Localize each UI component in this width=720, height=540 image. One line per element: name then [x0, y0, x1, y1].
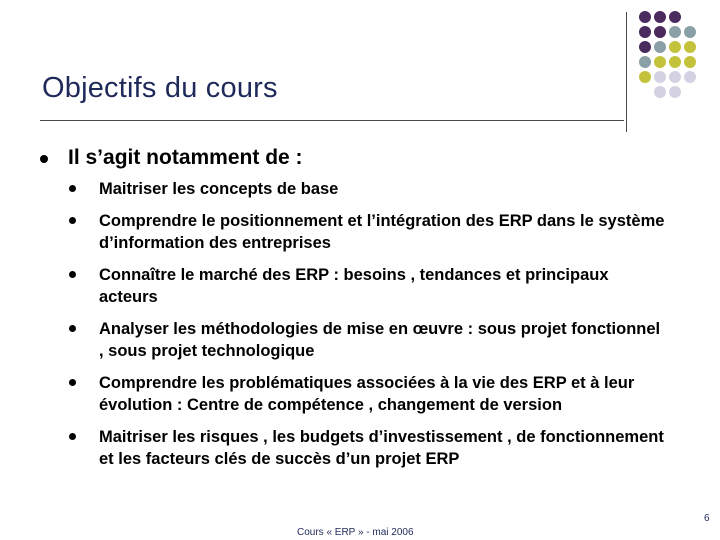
- decorative-dot: [654, 26, 666, 38]
- list-item: [69, 178, 669, 200]
- decorative-dot: [639, 41, 651, 53]
- decorative-dot: [654, 11, 666, 23]
- list-item-text: Comprendre le positionnement et l’intégration des ERP dans le système d’information des entreprises: [99, 212, 665, 252]
- list-item-text: Analyser les méthodologies de mise en œuvre : sous projet fonctionnel , sous projet technologique: [99, 320, 661, 360]
- vertical-divider: [626, 12, 627, 132]
- list-item-text: Maitriser les concepts de base: [99, 180, 339, 198]
- bullet-icon: [69, 185, 76, 192]
- decorative-dot: [669, 71, 681, 83]
- bullet-icon: [69, 433, 76, 440]
- decorative-dot: [669, 41, 681, 53]
- decorative-dot: [654, 86, 666, 98]
- decorative-dot: [684, 71, 696, 83]
- decorative-dot-grid: [639, 11, 697, 99]
- decorative-dot: [669, 56, 681, 68]
- decorative-dot: [669, 26, 681, 38]
- decorative-dot: [684, 86, 696, 98]
- list-item-text: Maitriser les risques , les budgets d’investissement , de fonctionnement et les facteurs clés de succès d’un projet ERP: [99, 428, 664, 468]
- list-item-text: Comprendre les problématiques associées à la vie des ERP et à leur évolution : Centre de compétence , changement de version: [99, 374, 635, 414]
- title-underline: [40, 120, 624, 121]
- bullet-icon: [69, 217, 76, 224]
- decorative-dot: [669, 86, 681, 98]
- list-item: [69, 372, 669, 416]
- decorative-dot: [684, 11, 696, 23]
- bullet-icon: [40, 155, 48, 163]
- decorative-dot: [669, 11, 681, 23]
- page-number: 6: [704, 513, 710, 524]
- decorative-dot: [654, 41, 666, 53]
- decorative-dot: [684, 41, 696, 53]
- decorative-dot: [639, 71, 651, 83]
- decorative-dot: [639, 11, 651, 23]
- bullet-icon: [69, 325, 76, 332]
- decorative-dot: [654, 71, 666, 83]
- objectives-list: [69, 178, 669, 480]
- decorative-dot: [639, 56, 651, 68]
- main-point-text: Il s’agit notamment de :: [68, 146, 303, 169]
- list-item: [69, 426, 669, 470]
- list-item: [69, 264, 669, 308]
- decorative-dot: [654, 56, 666, 68]
- decorative-dot: [684, 56, 696, 68]
- main-bullet-point: [40, 146, 303, 170]
- list-item: [69, 210, 669, 254]
- bullet-icon: [69, 271, 76, 278]
- slide-title: Objectifs du cours: [42, 72, 278, 104]
- decorative-dot: [684, 26, 696, 38]
- list-item: [69, 318, 669, 362]
- list-item-text: Connaître le marché des ERP : besoins , tendances et principaux acteurs: [99, 266, 609, 306]
- decorative-dot: [639, 86, 651, 98]
- bullet-icon: [69, 379, 76, 386]
- decorative-dot: [639, 26, 651, 38]
- slide-footer: Cours « ERP » - mai 2006: [297, 527, 414, 538]
